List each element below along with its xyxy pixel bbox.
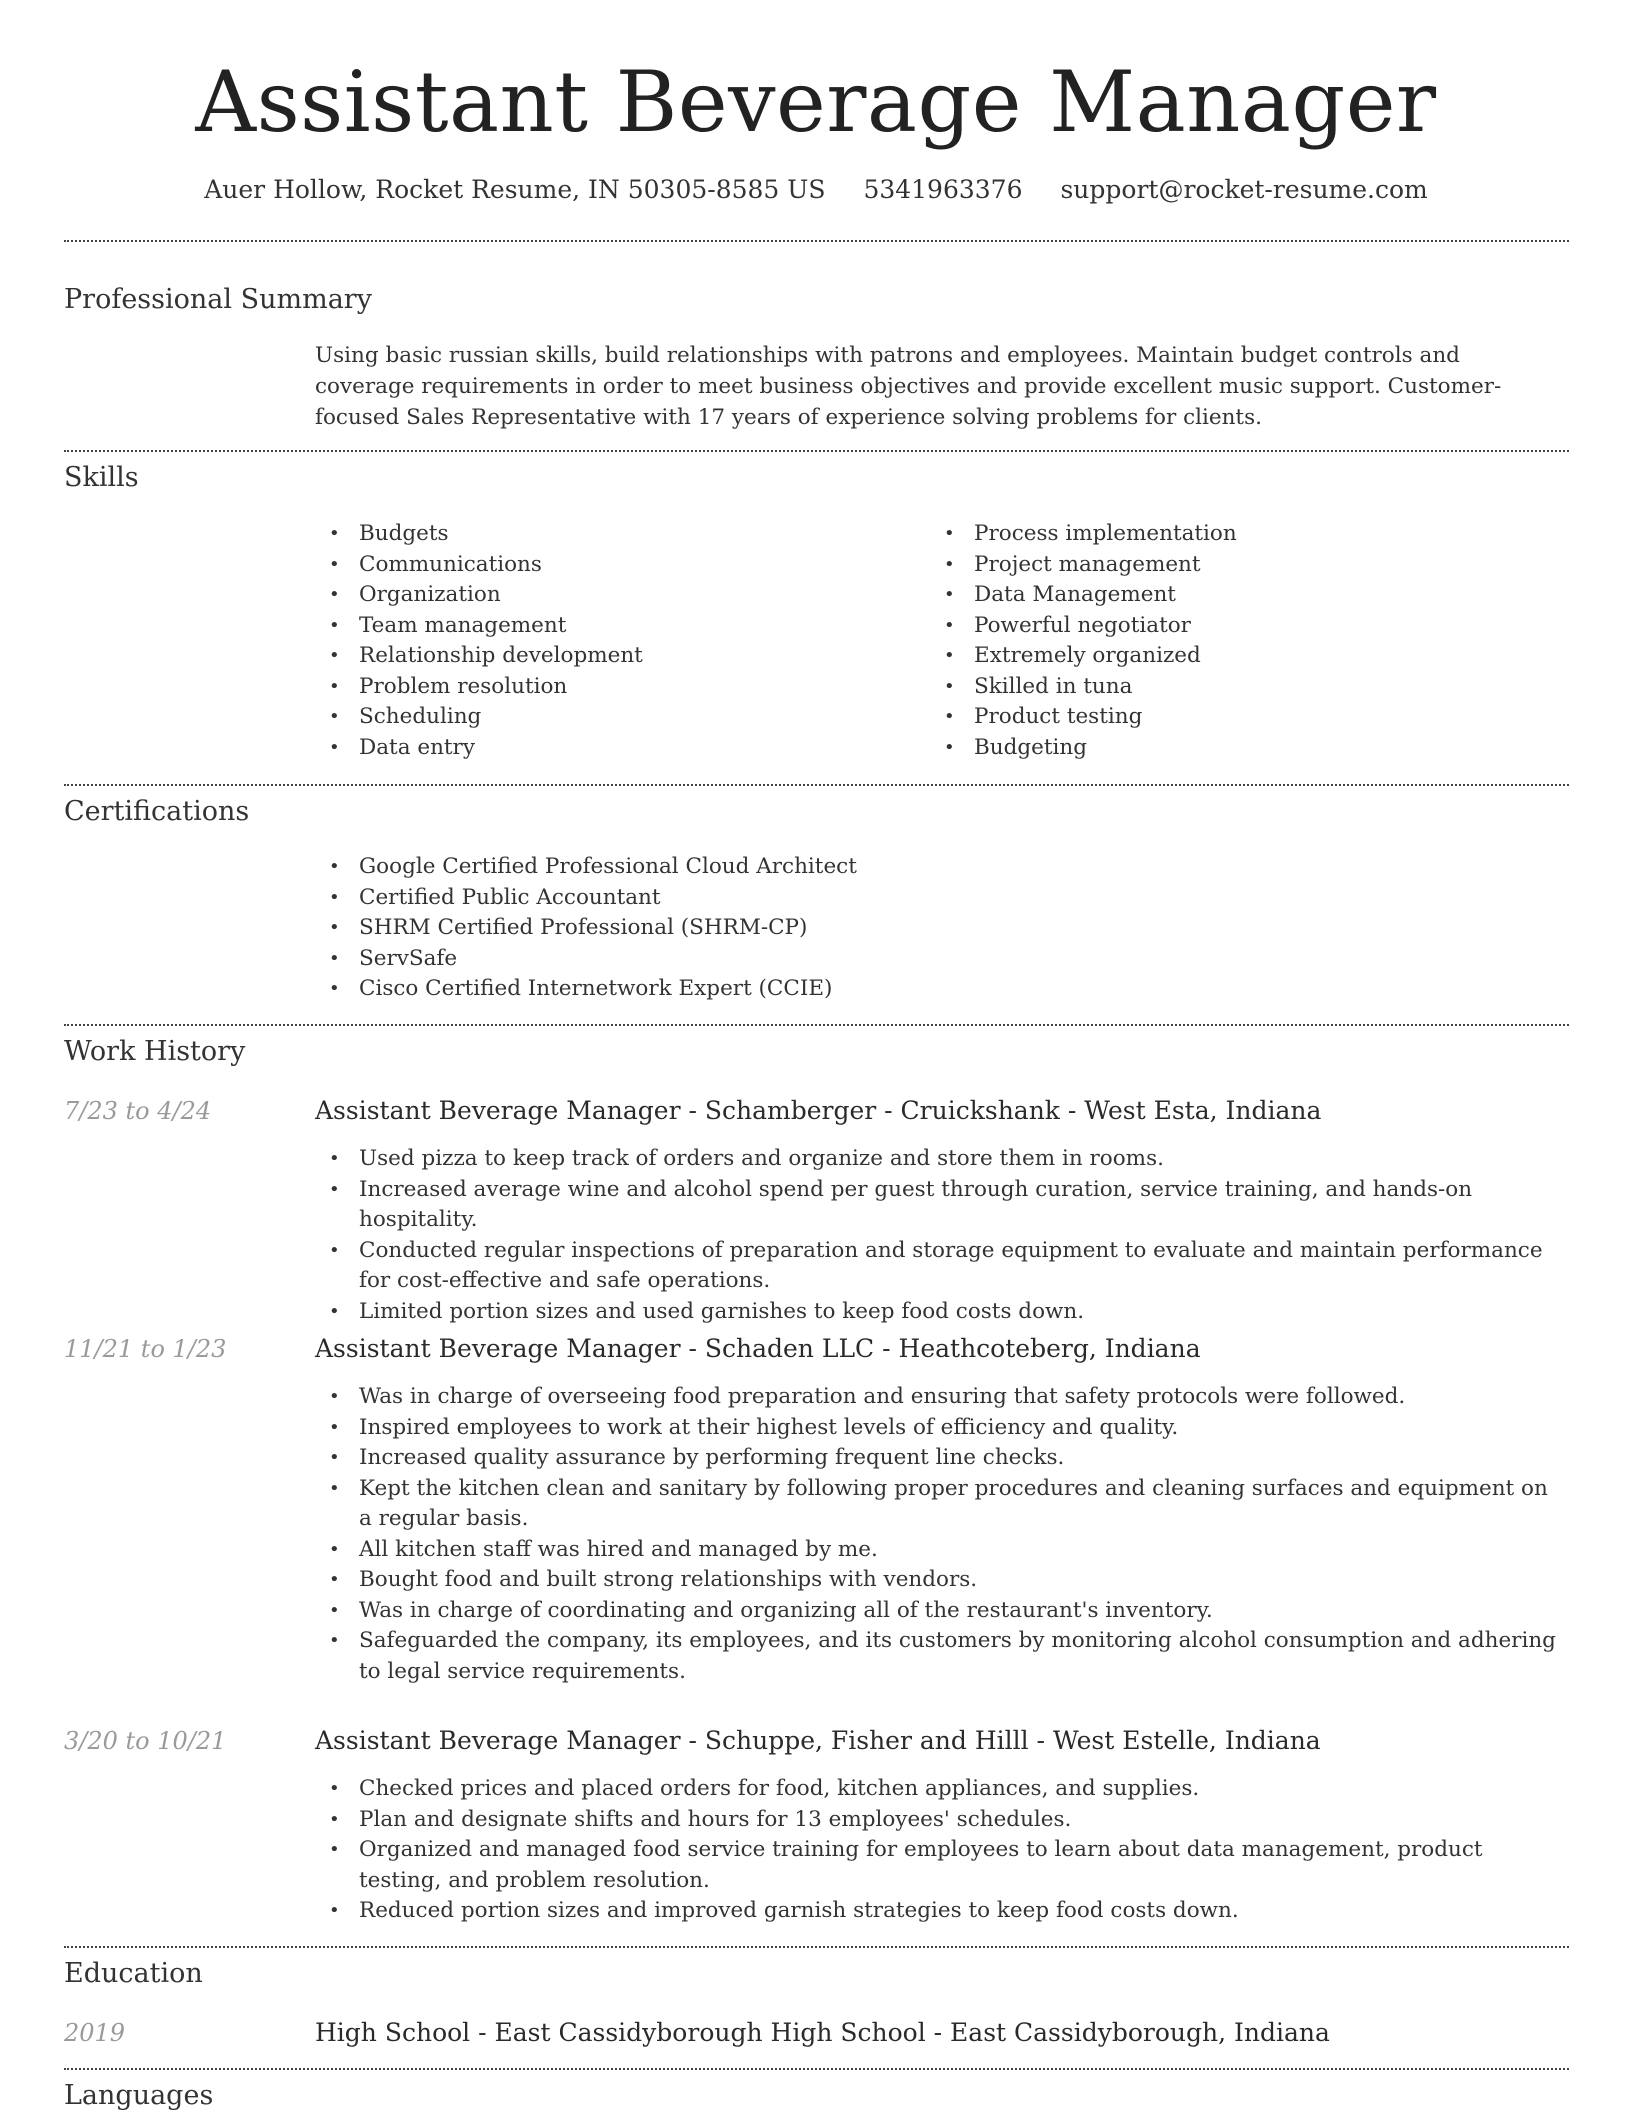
certifications-list — [315, 852, 1555, 1005]
contact-phone: 5341963376 — [863, 175, 1023, 204]
job-bullet: • Conducted regular inspections of preparation and storage equipment to evaluate and maintain performance for cost-effective and safe operations. — [315, 1236, 1560, 1297]
job-bullet: • Checked prices and placed orders for food, kitchen appliances, and supplies. — [315, 1774, 1560, 1805]
certifications-heading: Certifications — [64, 796, 250, 827]
summary-text: Using basic russian skills, build relationships with patrons and employees. Maintain budget controls and coverage requirements in order to meet business objectives and provide excellent music support. Customer-focused Sales Representative with 17 years of experience solving problems for clients. — [315, 343, 1502, 430]
skill-item: • Process implementation — [930, 519, 1550, 550]
job-bullet: • Inspired employees to work at their highest levels of efficiency and quality. — [315, 1413, 1560, 1444]
job-bullet: • Bought food and built strong relationships with vendors. — [315, 1565, 1560, 1596]
skill-item: • Budgeting — [930, 733, 1550, 764]
section-divider — [64, 1946, 1569, 1948]
skill-item: • Project management — [930, 550, 1550, 581]
work-history-heading: Work History — [64, 1036, 246, 1067]
certification-item: • Cisco Certified Internetwork Expert (CCIE) — [315, 974, 1555, 1005]
education-title: High School - East Cassidyborough High School - East Cassidyborough, Indiana — [315, 2018, 1330, 2047]
job-bullet: • Organized and managed food service training for employees to learn about data management, product testing, and problem resolution. — [315, 1835, 1560, 1896]
section-divider — [64, 450, 1569, 452]
skill-item: • Organization — [315, 580, 915, 611]
skill-item: • Problem resolution — [315, 672, 915, 703]
job-bullet: • Increased quality assurance by performing frequent line checks. — [315, 1443, 1560, 1474]
certification-item: • SHRM Certified Professional (SHRM-CP) — [315, 913, 1555, 944]
job-bullets — [315, 1774, 1560, 1927]
skill-item: • Extremely organized — [930, 641, 1550, 672]
certification-item: • Google Certified Professional Cloud Architect — [315, 852, 1555, 883]
job-bullet: • Used pizza to keep track of orders and organize and store them in rooms. — [315, 1144, 1560, 1175]
skills-list-right — [930, 519, 1550, 763]
job-bullet: • Increased average wine and alcohol spend per guest through curation, service training, and hands-on hospitality. — [315, 1175, 1560, 1236]
section-divider — [64, 784, 1569, 786]
skill-item: • Team management — [315, 611, 915, 642]
section-divider — [64, 2068, 1569, 2070]
skill-item: • Communications — [315, 550, 915, 581]
education-year: 2019 — [64, 2019, 126, 2047]
job-title: Assistant Beverage Manager - Schamberger - Cruickshank - West Esta, Indiana — [315, 1096, 1322, 1125]
job-dates: 11/21 to 1/23 — [64, 1335, 227, 1363]
job-bullet: • Limited portion sizes and used garnishes to keep food costs down. — [315, 1297, 1560, 1328]
certification-item: • Certified Public Accountant — [315, 883, 1555, 914]
skill-item: • Skilled in tuna — [930, 672, 1550, 703]
skill-item: • Data entry — [315, 733, 915, 764]
job-dates: 3/20 to 10/21 — [64, 1727, 227, 1755]
summary-heading: Professional Summary — [64, 284, 372, 315]
section-divider — [64, 1024, 1569, 1026]
skills-heading: Skills — [64, 462, 139, 493]
skill-item: • Product testing — [930, 702, 1550, 733]
job-bullets — [315, 1382, 1560, 1687]
contact-email: support@rocket-resume.com — [1060, 175, 1428, 204]
job-bullet: • Reduced portion sizes and improved garnish strategies to keep food costs down. — [315, 1896, 1560, 1927]
contact-address: Auer Hollow, Rocket Resume, IN 50305-8585 US — [204, 175, 826, 204]
job-bullets — [315, 1144, 1560, 1327]
job-bullet: • Kept the kitchen clean and sanitary by following proper procedures and cleaning surfaces and equipment on a regular basis. — [315, 1474, 1560, 1535]
skill-item: • Data Management — [930, 580, 1550, 611]
languages-heading: Languages — [64, 2080, 214, 2111]
resume-name: Assistant Beverage Manager — [195, 53, 1437, 151]
job-title: Assistant Beverage Manager - Schaden LLC - Heathcoteberg, Indiana — [315, 1334, 1201, 1363]
education-heading: Education — [64, 1958, 203, 1989]
certification-item: • ServSafe — [315, 944, 1555, 975]
job-bullet: • Was in charge of overseeing food preparation and ensuring that safety protocols were followed. — [315, 1382, 1560, 1413]
job-bullet: • Plan and designate shifts and hours for 13 employees' schedules. — [315, 1805, 1560, 1836]
section-divider — [64, 240, 1569, 242]
contact-line — [0, 170, 1632, 210]
skill-item: • Powerful negotiator — [930, 611, 1550, 642]
job-title: Assistant Beverage Manager - Schuppe, Fisher and Hilll - West Estelle, Indiana — [315, 1726, 1321, 1755]
job-bullet: • All kitchen staff was hired and managed by me. — [315, 1535, 1560, 1566]
skills-list-left — [315, 519, 915, 763]
job-bullet: • Was in charge of coordinating and organizing all of the restaurant's inventory. — [315, 1596, 1560, 1627]
job-dates: 7/23 to 4/24 — [64, 1097, 212, 1125]
job-bullet: • Safeguarded the company, its employees, and its customers by monitoring alcohol consumption and adhering to legal service requirements. — [315, 1626, 1560, 1687]
skill-item: • Scheduling — [315, 702, 915, 733]
skill-item: • Budgets — [315, 519, 915, 550]
skill-item: • Relationship development — [315, 641, 915, 672]
